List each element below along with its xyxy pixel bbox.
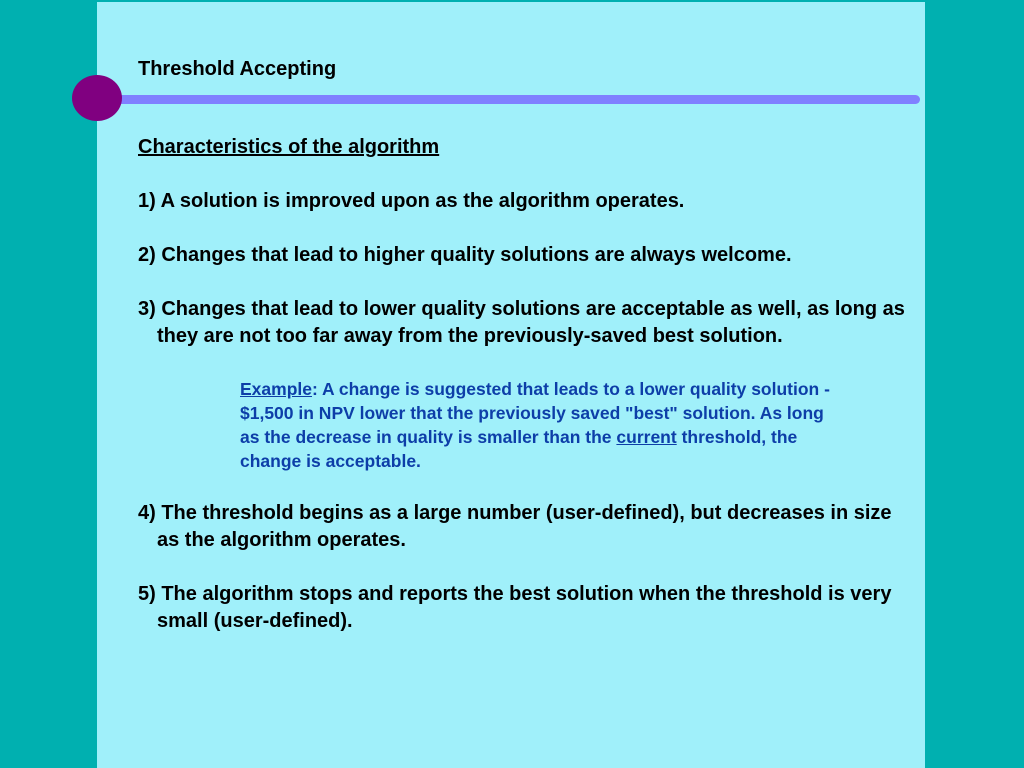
example-text-end: threshold, the change is acceptable. xyxy=(240,427,798,471)
right-border-band xyxy=(925,0,1024,768)
example-emphasis: current xyxy=(616,427,677,447)
example-note xyxy=(240,377,830,473)
example-label: Example xyxy=(240,379,312,399)
list-item: 2) Changes that lead to higher quality solutions are always welcome. xyxy=(138,244,792,266)
list-item: 3) Changes that lead to lower quality solutions are acceptable as well, as long as they are not too far away from the previously-saved best solution. xyxy=(138,298,905,347)
title-bullet-dot xyxy=(72,75,122,121)
list-item: 5) The algorithm stops and reports the best solution when the threshold is very small (user-defined). xyxy=(138,583,892,632)
section-heading: Characteristics of the algorithm xyxy=(138,136,440,158)
list-item: 1) A solution is improved upon as the algorithm operates. xyxy=(138,190,685,212)
slide-content xyxy=(138,134,918,662)
list-item: 4) The threshold begins as a large number (user-defined), but decreases in size as the algorithm operates. xyxy=(138,502,892,551)
slide-title: Threshold Accepting xyxy=(138,58,337,80)
example-text: : A change is suggested that leads to a lower quality solution - $1,500 in NPV lower that the previously saved "best" solution. As long as the decrease in quality is smaller than the xyxy=(240,379,830,447)
title-rule xyxy=(100,95,920,104)
